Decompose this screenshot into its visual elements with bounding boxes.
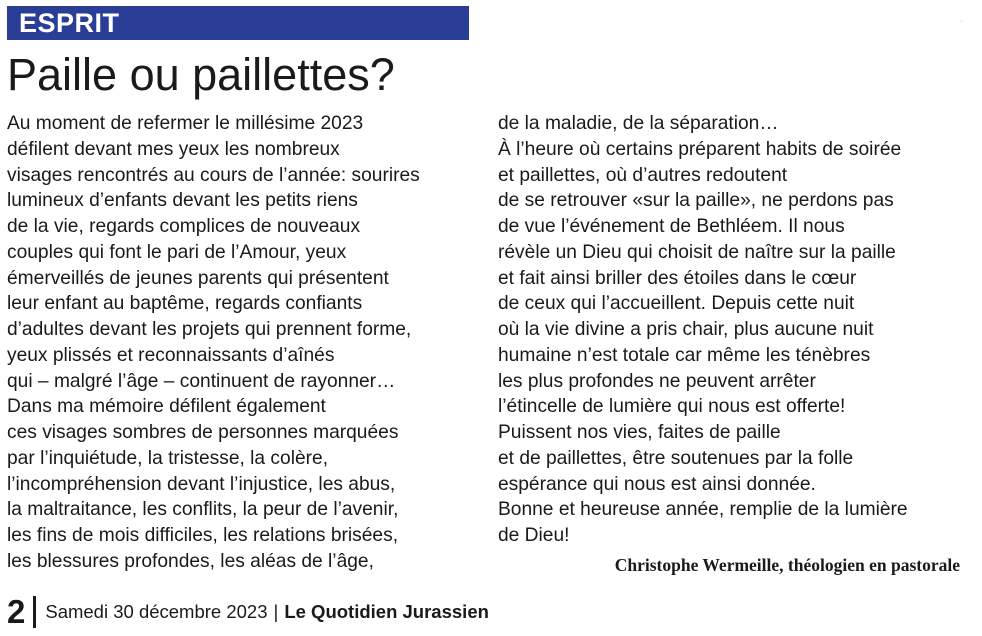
footer-divider bbox=[33, 596, 36, 628]
footer-separator: | bbox=[273, 601, 279, 622]
page-number: 2 bbox=[7, 593, 26, 630]
article-line: Dans ma mémoire défilent également bbox=[7, 396, 326, 418]
article-byline: Christophe Wermeille, théologien en pastorale bbox=[614, 555, 960, 575]
article-line: lumineux d’enfants devant les petits riens bbox=[7, 190, 358, 212]
article-line: de ceux qui l’accueillent. Depuis cette nuit bbox=[498, 293, 855, 315]
article-line: révèle un Dieu qui choisit de naître sur la paille bbox=[498, 241, 896, 263]
article-line: de vue l’événement de Bethléem. Il nous bbox=[498, 216, 845, 237]
article-line: qui – malgré l’âge – continuent de rayonner… bbox=[7, 370, 396, 392]
article-line: les blessures profondes, les aléas de l’âge, bbox=[7, 550, 374, 572]
article-line: leur enfant au baptême, regards confiants bbox=[7, 293, 363, 315]
article-line: et paillettes, où d’autres redoutent bbox=[498, 164, 788, 186]
article-line: d’adultes devant les projets qui prennent forme, bbox=[7, 319, 412, 340]
article-line: de la maladie, de la séparation… bbox=[498, 113, 779, 134]
newspaper-name: Le Quotidien Jurassien bbox=[284, 601, 489, 622]
section-label: ESPRIT bbox=[19, 8, 120, 38]
article-line: visages rencontrés au cours de l’année: sourires bbox=[7, 164, 420, 186]
article-line: par l’inquiétude, la tristesse, la colère, bbox=[7, 447, 329, 469]
article-line: et de paillettes, être soutenues par la folle bbox=[498, 447, 854, 469]
article-line: et fait ainsi briller des étoiles dans le cœur bbox=[498, 267, 857, 289]
corner-mark: ´ bbox=[960, 20, 964, 31]
article-line: les plus profondes ne peuvent arrêter bbox=[498, 370, 816, 392]
article-line: l’étincelle de lumière qui nous est offerte! bbox=[498, 396, 846, 418]
section-banner bbox=[7, 6, 469, 40]
article-line: Au moment de refermer le millésime 2023 bbox=[7, 113, 364, 134]
article-line: émerveillés de jeunes parents qui présentent bbox=[7, 267, 389, 289]
article-line: À l’heure où certains préparent habits de soirée bbox=[498, 138, 902, 160]
article-line: l’incompréhension devant l’injustice, les abus, bbox=[7, 473, 396, 495]
article-column-right bbox=[498, 111, 968, 549]
article-line: ces visages sombres de personnes marquées bbox=[7, 422, 399, 443]
article-title: Paille ou paillettes? bbox=[7, 49, 395, 100]
article-line: couples qui font le pari de l’Amour, yeux bbox=[7, 241, 347, 263]
page-footer bbox=[7, 593, 489, 631]
article-line: les fins de mois difficiles, les relations brisées, bbox=[7, 525, 399, 546]
article-line: de la vie, regards complices de nouveaux bbox=[7, 216, 361, 237]
article-line: espérance qui nous est ainsi donnée. bbox=[498, 473, 816, 495]
publication-date: Samedi 30 décembre 2023 bbox=[45, 601, 268, 622]
article-line: défilent devant mes yeux les nombreux bbox=[7, 138, 340, 160]
article-line: yeux plissés et reconnaissants d’aînés bbox=[7, 344, 335, 366]
article-line: la maltraitance, les conflits, la peur de l’avenir, bbox=[7, 499, 399, 521]
article-line: Puissent nos vies, faites de paille bbox=[498, 422, 781, 443]
article-line: de se retrouver «sur la paille», ne perdons pas bbox=[498, 190, 894, 212]
article-line: humaine n’est totale car même les ténèbres bbox=[498, 344, 871, 366]
article-column-left bbox=[7, 111, 487, 575]
article-line: de Dieu! bbox=[498, 525, 570, 546]
article-line: où la vie divine a pris chair, plus aucune nuit bbox=[498, 319, 874, 340]
article-line: Bonne et heureuse année, remplie de la lumière bbox=[498, 499, 908, 521]
